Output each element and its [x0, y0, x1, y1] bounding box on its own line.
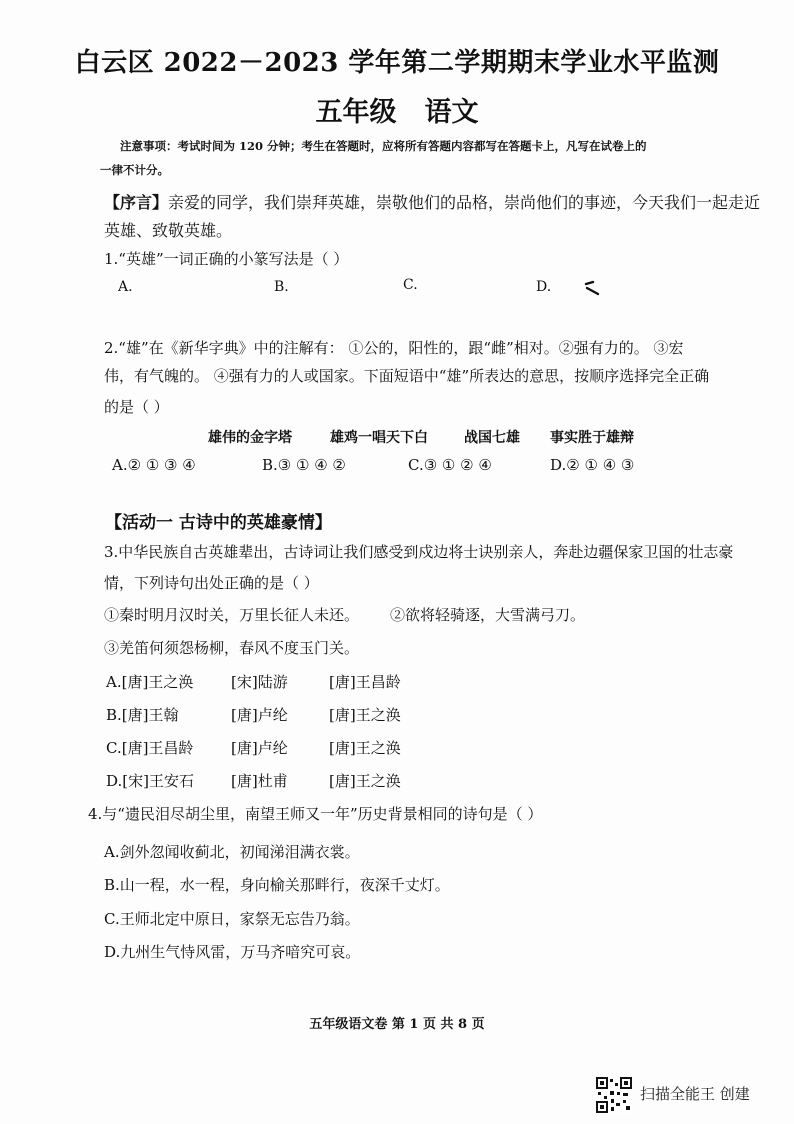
q3-option-b-poet-1: [唐]王翰 [121, 706, 179, 724]
preface-text: 亲爱的同学，我们崇拜英雄，崇敬他们的品格，崇尚他们的事迹，今天我们一起走近 [168, 193, 761, 212]
exam-title: 白云区 2022－2023 学年第二学期期末学业水平监测 [74, 48, 720, 78]
q3-option-c-label: C. [106, 739, 122, 757]
q3-option-b [106, 704, 179, 725]
preface-line-2: 英雄、致敬英雄。 [104, 221, 233, 240]
q3-option-b-poet-3: [唐]王之涣 [329, 706, 401, 724]
q1-stem: 1.“英雄”一词正确的小篆写法是（ ） [104, 250, 349, 268]
q2-phrase-4: 事实胜于雄辩 [550, 430, 634, 446]
q3-poem-2: ②欲将轻骑逐，大雪满弓刀。 [390, 606, 586, 624]
q3-poem-1: ①秦时明月汉时关，万里长征人未还。 [104, 606, 360, 624]
q3-option-c-poet-2: [唐]卢纶 [231, 739, 288, 757]
q2-option-c: C.③ ① ② ④ [408, 456, 492, 474]
q3-option-d-poet-3: [唐]王之涣 [329, 772, 401, 790]
q4-option-d: D.九州生气恃风雷，万马齐喑究可哀。 [104, 943, 361, 961]
exam-subtitle [0, 90, 794, 129]
q2-phrase-1: 雄伟的金字塔 [208, 430, 292, 446]
q3-option-c-poet-3: [唐]王之涣 [329, 739, 401, 757]
q3-option-d-poet-2: [唐]杜甫 [231, 772, 288, 790]
q3-option-c [106, 737, 193, 758]
q2-line-3: 的是（ ） [104, 398, 169, 416]
q3-line-1: 3.中华民族自古英雄辈出，古诗词让我们感受到戍边将士诀别亲人，奔赴边疆保家卫国的壮志豪 [104, 543, 734, 561]
seal-script-mark-icon [584, 280, 602, 296]
q3-option-a-label: A. [106, 673, 122, 691]
q3-option-c-poet-1: [唐]王昌龄 [121, 739, 194, 757]
notice-line-1: 注意事项：考试时间为 120 分钟；考生在答题时，应将所有答题内容都写在答题卡上，凡写在试卷上的 [120, 139, 647, 153]
q3-line-2: 情，下列诗句出处正确的是（ ） [104, 574, 319, 592]
preface-label: 【序言】 [104, 193, 169, 212]
subject-label: 语文 [424, 97, 479, 128]
scanner-watermark: 扫描全能王 创建 [640, 1085, 750, 1103]
grade-label: 五年级 [315, 97, 397, 128]
q2-option-a: A.② ① ③ ④ [112, 456, 196, 474]
q3-option-a [106, 671, 193, 692]
section-heading: 【活动一 古诗中的英雄豪情】 [105, 513, 332, 533]
notice-line-2: 一律不计分。 [100, 163, 169, 177]
q4-option-c: C.王师北定中原日，家祭无忘告乃翁。 [104, 910, 360, 928]
q2-phrase-2: 雄鸡一唱天下白 [330, 430, 428, 446]
q2-option-d: D.② ① ④ ③ [550, 456, 635, 474]
q4-option-b: B.山一程，水一程，身向榆关那畔行，夜深千丈灯。 [104, 876, 450, 894]
qr-code-icon [596, 1077, 632, 1113]
q3-option-a-poet-3: [唐]王昌龄 [329, 673, 401, 691]
q3-poem-3: ③羌笛何须怨杨柳，春风不度玉门关。 [104, 639, 360, 657]
q3-option-d-label: D. [106, 772, 123, 790]
preface-line-1 [104, 190, 760, 213]
q1-option-c: C. [403, 277, 418, 293]
q1-option-d: D. [536, 279, 552, 295]
q3-option-b-label: B. [106, 706, 122, 724]
q4-option-a: A.剑外忽闻收蓟北，初闻涕泪满衣裳。 [104, 843, 360, 861]
q2-option-b: B.③ ① ④ ② [262, 456, 346, 474]
q1-option-a: A. [118, 279, 133, 295]
page-footer: 五年级语文卷 第 1 页 共 8 页 [309, 1017, 485, 1032]
q3-option-a-poet-1: [唐]王之涣 [121, 673, 194, 691]
q1-option-b: B. [274, 279, 289, 295]
q2-line-1: 2.“雄”在《新华字典》中的注解有： ①公的，阳性的，跟“雌”相对。②强有力的。 ③宏 [104, 339, 684, 357]
q3-option-d [106, 770, 194, 791]
q4-stem: 4.与“遗民泪尽胡尘里，南望王师又一年”历史背景相同的诗句是（ ） [88, 805, 543, 823]
q3-option-d-poet-1: [宋]王安石 [122, 772, 194, 790]
q3-option-b-poet-2: [唐]卢纶 [231, 706, 288, 724]
q2-phrase-3: 战国七雄 [464, 430, 520, 446]
q3-option-a-poet-2: [宋]陆游 [231, 673, 288, 691]
q2-line-2: 伟，有气魄的。 ④强有力的人或国家。下面短语中“雄”所表达的意思，按顺序选择完全正确 [104, 367, 710, 385]
